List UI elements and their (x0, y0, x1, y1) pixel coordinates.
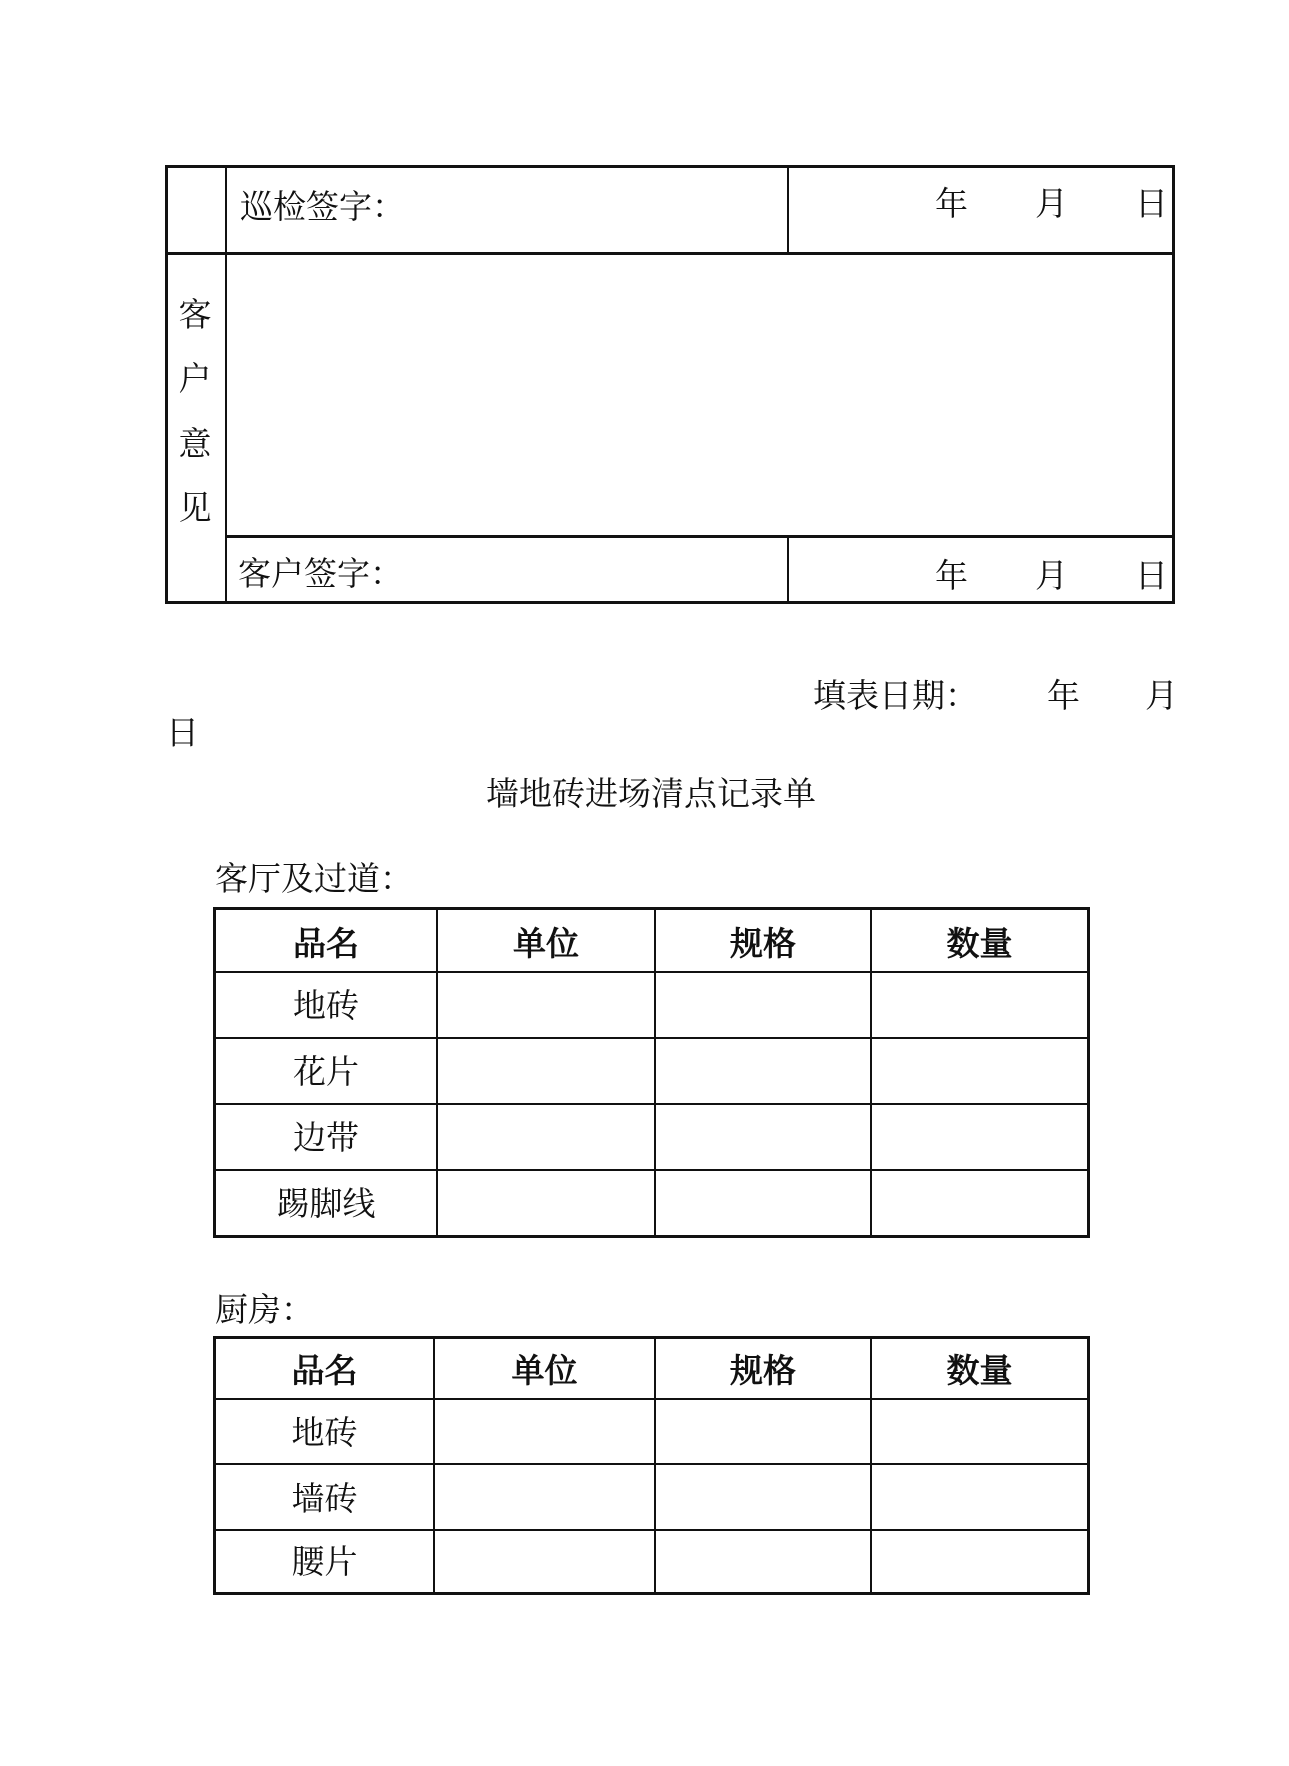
kitchen-section-label: 厨房： (215, 1290, 314, 1329)
kitchen-row-3-qty-cell[interactable] (872, 1531, 1087, 1592)
patrol-date-year: 年 (935, 184, 968, 223)
kitchen-header-unit: 单位 (511, 1351, 578, 1390)
living-header-qty: 数量 (946, 924, 1013, 963)
customer-signature-label: 客户签字： (238, 554, 403, 593)
kitchen-header-qty: 数量 (946, 1351, 1013, 1390)
form-border-top (165, 165, 1175, 168)
living-row-2-spec-cell[interactable] (656, 1039, 870, 1103)
kitchen-row-3-spec-cell[interactable] (656, 1531, 870, 1592)
living-row-4-qty-cell[interactable] (872, 1171, 1087, 1235)
living-row-3-unit-cell[interactable] (438, 1105, 654, 1169)
form-border-right (1172, 165, 1175, 604)
kitchen-row-1-unit-cell[interactable] (435, 1400, 654, 1463)
living-table-right-border (1087, 907, 1090, 1238)
kitchen-row-3-name: 腰片 (291, 1542, 358, 1581)
customer-date-day: 日 (1135, 556, 1168, 595)
customer-date-year: 年 (935, 556, 968, 595)
living-row-2-unit-cell[interactable] (438, 1039, 654, 1103)
living-row-1-spec-cell[interactable] (656, 973, 870, 1037)
fill-date-month: 月 (1145, 676, 1178, 715)
form-border-bottom (165, 601, 1175, 604)
kitchen-table-top-border (213, 1336, 1090, 1339)
form-date-divider-1 (787, 165, 789, 254)
living-row-1-unit-cell[interactable] (438, 973, 654, 1037)
form-border-left (165, 165, 168, 604)
kitchen-header-spec: 规格 (730, 1351, 796, 1390)
patrol-date-month: 月 (1035, 184, 1068, 223)
living-header-unit: 单位 (513, 924, 579, 963)
document-title: 墙地砖进场清点记录单 (486, 774, 816, 813)
living-room-section-label: 客厅及过道： (215, 859, 413, 898)
kitchen-row-2-unit-cell[interactable] (435, 1465, 654, 1529)
kitchen-table-right-border (1087, 1336, 1090, 1595)
living-header-name: 品名 (293, 924, 359, 963)
living-header-spec: 规格 (730, 924, 796, 963)
form-date-divider-2 (787, 535, 789, 604)
living-row-2-qty-cell[interactable] (872, 1039, 1087, 1103)
kitchen-row-2-spec-cell[interactable] (656, 1465, 870, 1529)
living-row-1-name: 地砖 (293, 986, 359, 1025)
kitchen-row-1-qty-cell[interactable] (872, 1400, 1087, 1463)
living-row-4-name: 踢脚线 (276, 1184, 376, 1223)
form-row-divider-2 (225, 535, 1175, 538)
patrol-date-day: 日 (1135, 184, 1168, 223)
fill-date-day: 日 (166, 713, 199, 752)
living-row-3-name: 边带 (293, 1118, 359, 1157)
living-row-3-spec-cell[interactable] (656, 1105, 870, 1169)
living-row-3-qty-cell[interactable] (872, 1105, 1087, 1169)
living-row-2-name: 花片 (293, 1052, 359, 1091)
customer-opinion-char-2: 户 (178, 359, 212, 398)
customer-opinion-char-1: 客 (178, 295, 212, 334)
living-table-top-border (213, 907, 1090, 910)
patrol-signature-label: 巡检签字： (240, 187, 405, 226)
fill-date-year: 年 (1047, 676, 1080, 715)
kitchen-row-3-unit-cell[interactable] (435, 1531, 654, 1592)
living-row-4-spec-cell[interactable] (656, 1171, 870, 1235)
customer-opinion-char-4: 见 (178, 488, 212, 527)
kitchen-row-1-spec-cell[interactable] (656, 1400, 870, 1463)
form-col-divider (225, 165, 227, 604)
kitchen-table-bottom-border (213, 1592, 1090, 1595)
kitchen-header-name: 品名 (291, 1351, 358, 1390)
kitchen-row-2-qty-cell[interactable] (872, 1465, 1087, 1529)
kitchen-row-1-name: 地砖 (291, 1413, 358, 1452)
kitchen-row-2-name: 墙砖 (291, 1479, 358, 1518)
customer-date-month: 月 (1035, 556, 1068, 595)
customer-opinion-char-3: 意 (178, 424, 212, 463)
fill-date-label: 填表日期： (813, 676, 978, 715)
living-table-bottom-border (213, 1235, 1090, 1238)
customer-opinion-field[interactable] (228, 255, 1172, 535)
living-row-1-qty-cell[interactable] (872, 973, 1087, 1037)
living-row-4-unit-cell[interactable] (438, 1171, 654, 1235)
